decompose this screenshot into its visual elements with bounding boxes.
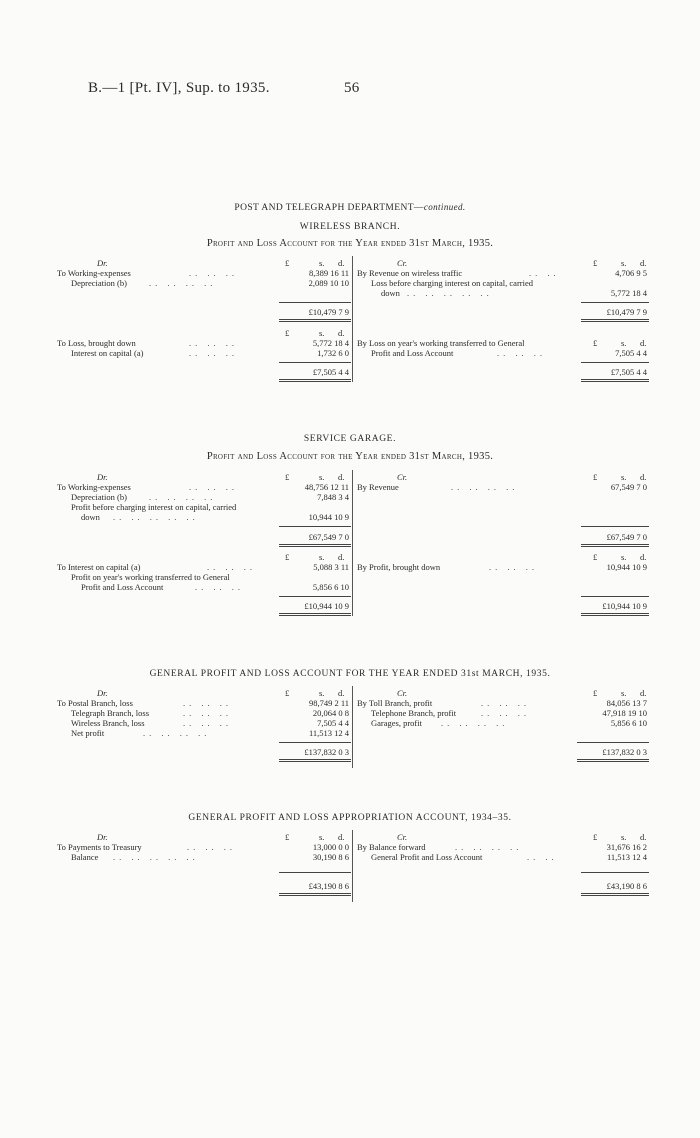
ledger-item: down bbox=[381, 288, 400, 298]
ledger-amount: 30,190 8 6 bbox=[312, 852, 349, 862]
appropriation-account-title: GENERAL PROFIT AND LOSS APPROPRIATION ACCOUNT, 1934–35. bbox=[188, 813, 512, 823]
ledger-amount: 7,848 3 4 bbox=[317, 492, 349, 502]
ledger-total: £137,832 0 3 bbox=[304, 747, 349, 757]
shilling-header: s. bbox=[319, 688, 325, 698]
ledger-item: Depreciation (b) bbox=[71, 278, 127, 288]
general-account-title: GENERAL PROFIT AND LOSS ACCOUNT FOR THE YEAR ENDED 31st MARCH, 1935. bbox=[149, 669, 551, 679]
ledger-item: Profit before charging interest on capital, carried bbox=[71, 502, 237, 512]
document-reference: B.—1 [Pt. IV], Sup. to 1935. bbox=[88, 80, 270, 96]
pence-header: d. bbox=[640, 472, 647, 482]
ledger-amount: 13,000 0 0 bbox=[312, 842, 349, 852]
cr-label: Cr. bbox=[397, 688, 408, 698]
ledger-total: £10,479 7 9 bbox=[606, 307, 647, 317]
pence-header: d. bbox=[640, 688, 647, 698]
garage-account-subtitle: Profit and Loss Account for the Year ended 31st March, 1935. bbox=[206, 451, 494, 462]
ledger-item: By Revenue on wireless traffic bbox=[357, 268, 463, 278]
pound-header: £ bbox=[593, 688, 598, 698]
ledger-amount: 5,088 3 11 bbox=[313, 562, 349, 572]
dr-label: Dr. bbox=[97, 832, 108, 842]
ledger-item: down bbox=[81, 512, 100, 522]
appropriation-account-table: Dr. £ s. d. Cr. £ s. d. To Payments to Treasury .. .. .. 13,000 0 0 Balance .. .. .. .. .. 30,190 8 6 By Balance forward .. .. .. .. 31,676 16 2 General Profit and Loss Account .. .. 11,513 12 4 £43,190 8 6 £43,190 8 6 bbox=[57, 830, 650, 950]
ledger-amount: 84,056 13 7 bbox=[606, 698, 647, 708]
pence-header: d. bbox=[338, 472, 345, 482]
service-garage-title: SERVICE GARAGE. bbox=[303, 434, 397, 444]
ledger-item: Wireless Branch, loss bbox=[71, 718, 145, 728]
ledger-amount: 2,089 10 10 bbox=[308, 278, 349, 288]
ledger-amount: 5,772 18 4 bbox=[610, 288, 647, 298]
dr-label: Dr. bbox=[97, 472, 108, 482]
ledger-total: £7,505 4 4 bbox=[610, 367, 647, 377]
ledger-amount: 7,505 4 4 bbox=[615, 348, 647, 358]
ledger-item: Profit and Loss Account bbox=[371, 348, 454, 358]
running-header bbox=[88, 80, 360, 97]
ledger-amount: 10,944 10 9 bbox=[308, 512, 349, 522]
ledger-amount: 7,505 4 4 bbox=[317, 718, 349, 728]
ledger-total: £10,944 10 9 bbox=[602, 601, 647, 611]
pound-header: £ bbox=[593, 472, 598, 482]
pound-header: £ bbox=[285, 832, 290, 842]
pence-header: d. bbox=[640, 258, 647, 268]
cr-label: Cr. bbox=[397, 472, 408, 482]
ledger-item: By Revenue bbox=[357, 482, 399, 492]
shilling-header: s. bbox=[319, 832, 325, 842]
ledger-amount: 11,513 12 4 bbox=[606, 852, 647, 862]
pound-header: £ bbox=[285, 688, 290, 698]
shilling-header: s. bbox=[621, 832, 627, 842]
ledger-item: To Postal Branch, loss bbox=[57, 698, 133, 708]
ledger-item: Profit on year's working transferred to General bbox=[71, 572, 230, 582]
ledger-item: Net profit bbox=[71, 728, 105, 738]
ledger-amount: 8,389 16 11 bbox=[308, 268, 349, 278]
ledger-item: To Working-expenses bbox=[57, 268, 131, 278]
ledger-total: £43,190 8 6 bbox=[606, 881, 647, 891]
wireless-account-subtitle: Profit and Loss Account for the Year ended 31st March, 1935. bbox=[206, 238, 494, 249]
ledger-amount: 47,918 19 10 bbox=[602, 708, 647, 718]
pound-header: £ bbox=[285, 258, 290, 268]
ledger-amount: 67,549 7 0 bbox=[610, 482, 647, 492]
ledger-item: Garages, profit bbox=[371, 718, 422, 728]
ledger-amount: 4,706 9 5 bbox=[615, 268, 647, 278]
ledger-amount: 48,756 12 11 bbox=[304, 482, 349, 492]
ledger-total: £43,190 8 6 bbox=[308, 881, 349, 891]
garage-account-table: Dr. £ s. d. Cr. £ s. d. To Working-expenses .. .. .. 48,756 12 11 Depreciation (b) .. .. .. .. 7,848 3 4 Profit before charging interest on capital, carried down .. .. .. .. .. 10,944 10 9 By Revenue .. .. .. .. 67,549 7 0 £67,549 7 0 £67,549 7 0 £ s. d. £ s. d. To Interest on capital (a) .. .. .. 5,088 3 11 Profit on year's working transferred to General Profit and Loss Account .. .. .. 5,856 6 10 By Profit, brought down .. .. .. 10,944 10 9 £10,944 10 9 £10,944 10 9 bbox=[57, 470, 650, 590]
shilling-header: s. bbox=[621, 258, 627, 268]
ledger-item: Balance bbox=[71, 852, 99, 862]
department-title: POST AND TELEGRAPH DEPARTMENT—continued. bbox=[234, 202, 466, 213]
ledger-amount: 5,856 6 10 bbox=[312, 582, 349, 592]
general-account-table: Dr. £ s. d. Cr. £ s. d. To Postal Branch, loss .. .. .. 98,749 2 11 Telegraph Branch, loss .. .. .. 20,064 0 8 Wireless Branch, loss .. .. .. 7,505 4 4 Net profit .. .. .. .. 11,513 12 4 By Toll Branch, profit .. .. .. 84,056 13 7 Telephone Branch, profit .. .. .. 47,918 19 10 Garages, profit .. .. .. .. 5,856 6 10 £137,832 0 3 £137,832 0 3 bbox=[57, 686, 650, 806]
wireless-branch-title: WIRELESS BRANCH. bbox=[299, 222, 401, 232]
ledger-amount: 10,944 10 9 bbox=[606, 562, 647, 572]
ledger-item: Loss before charging interest on capital, carried bbox=[371, 278, 533, 288]
cr-label: Cr. bbox=[397, 258, 408, 268]
cr-label: Cr. bbox=[397, 832, 408, 842]
page-number: 56 bbox=[344, 80, 360, 96]
ledger-item: To Interest on capital (a) bbox=[57, 562, 141, 572]
shilling-header: s. bbox=[319, 472, 325, 482]
ledger-amount: 98,749 2 11 bbox=[308, 698, 349, 708]
dr-label: Dr. bbox=[97, 258, 108, 268]
pence-header: d. bbox=[338, 688, 345, 698]
ledger-item: Depreciation (b) bbox=[71, 492, 127, 502]
ledger-total: £10,479 7 9 bbox=[308, 307, 349, 317]
shilling-header: s. bbox=[319, 258, 325, 268]
shilling-header: s. bbox=[621, 688, 627, 698]
ledger-item: Telegraph Branch, loss bbox=[71, 708, 150, 718]
ledger-item: By Loss on year's working transferred to General bbox=[357, 338, 525, 348]
pound-header: £ bbox=[593, 832, 598, 842]
ledger-amount: 20,064 0 8 bbox=[312, 708, 349, 718]
ledger-item: By Toll Branch, profit bbox=[357, 698, 433, 708]
ledger-total: £10,944 10 9 bbox=[304, 601, 349, 611]
pence-header: d. bbox=[640, 832, 647, 842]
ledger-item: By Balance forward bbox=[357, 842, 426, 852]
pence-header: d. bbox=[338, 258, 345, 268]
ledger-amount: 31,676 16 2 bbox=[606, 842, 647, 852]
ledger-item: To Payments to Treasury bbox=[57, 842, 142, 852]
shilling-header: s. bbox=[621, 472, 627, 482]
dr-label: Dr. bbox=[97, 688, 108, 698]
ledger-total: £67,549 7 0 bbox=[606, 532, 647, 542]
wireless-account-table: Dr. £ s. d. Cr. £ s. d. To Working-expenses .. .. .. 8,389 16 11 Depreciation (b) .. .. .. .. 2,089 10 10 By Revenue on wireless traffic .. .. 4,706 9 5 Loss before charging interest on capital, carried down .. .. .. .. .. 5,772 18 4 £10,479 7 9 £10,479 7 9 £ s. d. £ s. d. To Loss, brought down .. .. .. 5,772 18 4 Interest on capital (a) .. .. .. 1,732 6 0 By Loss on year's working transferred to General Profit and Loss Account .. .. .. 7,505 4 4 £7,505 4 4 £7,505 4 4 bbox=[57, 256, 650, 376]
ledger-item: General Profit and Loss Account bbox=[371, 852, 483, 862]
ledger-amount: 11,513 12 4 bbox=[308, 728, 349, 738]
pound-header: £ bbox=[593, 258, 598, 268]
ledger-item: Profit and Loss Account bbox=[81, 582, 164, 592]
pence-header: d. bbox=[338, 832, 345, 842]
ledger-item: To Loss, brought down bbox=[57, 338, 136, 348]
ledger-item: Interest on capital (a) bbox=[71, 348, 144, 358]
ledger-total: £137,832 0 3 bbox=[602, 747, 647, 757]
ledger-item: Telephone Branch, profit bbox=[371, 708, 457, 718]
ledger-total: £7,505 4 4 bbox=[312, 367, 349, 377]
ledger-amount: 5,856 6 10 bbox=[610, 718, 647, 728]
ledger-total: £67,549 7 0 bbox=[308, 532, 349, 542]
pound-header: £ bbox=[285, 472, 290, 482]
ledger-amount: 1,732 6 0 bbox=[317, 348, 349, 358]
ledger-amount: 5,772 18 4 bbox=[312, 338, 349, 348]
ledger-item: By Profit, brought down bbox=[357, 562, 441, 572]
ledger-item: To Working-expenses bbox=[57, 482, 131, 492]
